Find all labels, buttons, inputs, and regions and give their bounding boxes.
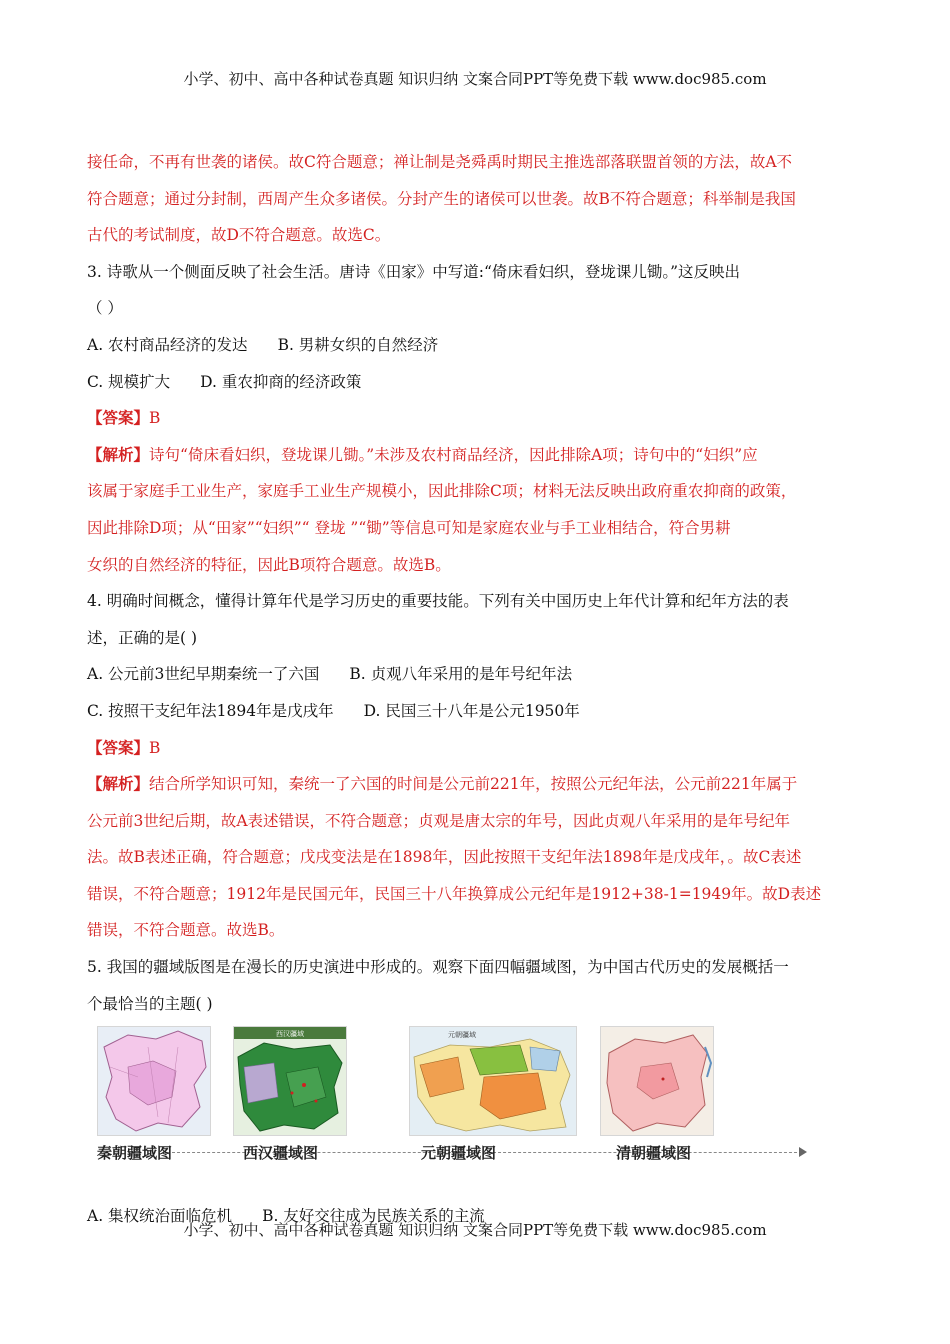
- q4-stem-line-2: 述，正确的是( ): [87, 628, 198, 647]
- han-territory-map: [233, 1026, 347, 1136]
- q3-analysis-label: 【解析】: [87, 444, 150, 464]
- q4-stem-line-1: 4. 明确时间概念，懂得计算年代是学习历史的重要技能。下列有关中国历史上年代计算和纪年方法的表: [87, 592, 789, 611]
- qing-map-label: 清朝疆域图: [616, 1144, 692, 1163]
- q3-stem-line-2: （ ）: [87, 299, 123, 318]
- q3-analysis-line-3: 因此排除D项；从“田家”“妇织”“ 登垅 ”“锄”等信息可知是家庭农业与手工业相结合，符合男耕: [87, 518, 731, 537]
- qin-map-label: 秦朝疆域图: [97, 1144, 173, 1163]
- q3-analysis-first: 诗句“倚床看妇织，登垅课儿锄。”未涉及农村商品经济，因此排除A项；诗句中的“妇织”应: [149, 445, 758, 464]
- q4-option-b: B. 贞观八年采用的是年号纪年法: [349, 665, 573, 684]
- q3-option-a: A. 农村商品经济的发达: [87, 335, 248, 354]
- territory-maps-figure: [87, 1026, 867, 1198]
- q3-option-c: C. 规模扩大: [87, 372, 171, 391]
- yuan-map-label: 元朝疆域图: [421, 1144, 497, 1163]
- q3-answer-label: 【答案】: [87, 408, 150, 428]
- q2-analysis-line-2: 符合题意；通过分封制，西周产生众多诸侯。分封产生的诸侯可以世袭。故B不符合题意；科举制是我国: [87, 189, 796, 208]
- q3-analysis-line-1: [87, 437, 867, 474]
- q4-option-c: C. 按照干支纪年法1894年是戊戌年: [87, 701, 334, 720]
- q4-answer-value: B: [149, 738, 161, 757]
- q4-analysis-first: 结合所学知识可知，秦统一了六国的时间是公元前221年，按照公元纪年法，公元前221年属于: [149, 775, 798, 794]
- q5-option-b: B. 友好交往成为民族关系的主流: [262, 1207, 485, 1226]
- q3-options-row-1: [87, 327, 867, 364]
- q4-answer-label: 【答案】: [87, 737, 150, 757]
- q4-option-a: A. 公元前3世纪早期秦统一了六国: [87, 665, 320, 684]
- q4-answer: [87, 730, 867, 767]
- yuan-map-inner-title: 元朝疆域: [448, 1031, 476, 1040]
- qin-territory-map: [97, 1026, 211, 1136]
- q3-answer-value: B: [149, 409, 161, 428]
- q4-analysis-line-1: [87, 766, 867, 803]
- q4-analysis-line-2: 公元前3世纪后期，故A表述错误，不符合题意；贞观是唐太宗的年号，因此贞观八年采用的是年号纪年: [87, 811, 791, 830]
- q3-option-b: B. 男耕女织的自然经济: [277, 335, 439, 354]
- page-footer: 小学、初中、高中各种试卷真题 知识归纳 文案合同PPT等免费下载 www.doc985.com: [183, 1221, 767, 1239]
- q4-option-d: D. 民国三十八年是公元1950年: [363, 701, 580, 720]
- q4-analysis-label: 【解析】: [87, 774, 150, 794]
- q4-analysis-line-4: 错误，不符合题意；1912年是民国元年，民国三十八年换算成公元纪年是1912+38-1=1949年。故D表述: [87, 884, 822, 903]
- page-header: 小学、初中、高中各种试卷真题 知识归纳 文案合同PPT等免费下载 www.doc985.com: [183, 70, 767, 88]
- han-map-inner-title: 西汉疆域: [276, 1030, 304, 1039]
- q2-analysis-line-1: 接任命，不再有世袭的诸侯。故C符合题意；禅让制是尧舜禹时期民主推选部落联盟首领的方法，故A不: [87, 153, 793, 171]
- q4-analysis-line-5: 错误，不符合题意。故选B。: [87, 921, 285, 940]
- document-body: [87, 144, 867, 1235]
- q3-options-row-2: [87, 364, 867, 401]
- q4-analysis-line-3: 法。故B表述正确，符合题意；戊戌变法是在1898年，因此按照干支纪年法1898年是戊戌年，。故C表述: [87, 848, 802, 867]
- q5-stem-line-2: 个最恰当的主题( ): [87, 994, 213, 1013]
- q3-analysis-line-4: 女织的自然经济的特征，因此B项符合题意。故选B。: [87, 555, 451, 574]
- q4-options-row-1: [87, 656, 867, 693]
- q2-analysis-line-3: 古代的考试制度，故D不符合题意。故选C。: [87, 226, 391, 245]
- q5-option-a: A. 集权统治面临危机: [87, 1207, 233, 1226]
- q5-stem-line-1: 5. 我国的疆域版图是在漫长的历史演进中形成的。观察下面四幅疆域图，为中国古代历史的发展概括一: [87, 958, 789, 977]
- han-map-label: 西汉疆域图: [243, 1144, 319, 1163]
- timeline-arrow-icon: [799, 1147, 807, 1157]
- qing-territory-map: [600, 1026, 714, 1136]
- q4-options-row-2: [87, 693, 867, 730]
- q3-option-d: D. 重农抑商的经济政策: [200, 372, 362, 391]
- q3-answer: [87, 400, 867, 437]
- q3-stem-line-1: 3. 诗歌从一个侧面反映了社会生活。唐诗《田家》中写道:“倚床看妇织，登垅课儿锄。”这反映出: [87, 262, 741, 281]
- yuan-territory-map: [409, 1026, 577, 1136]
- q3-analysis-line-2: 该属于家庭手工业生产，家庭手工业生产规模小，因此排除C项；材料无法反映出政府重农抑商的政策，: [87, 482, 797, 501]
